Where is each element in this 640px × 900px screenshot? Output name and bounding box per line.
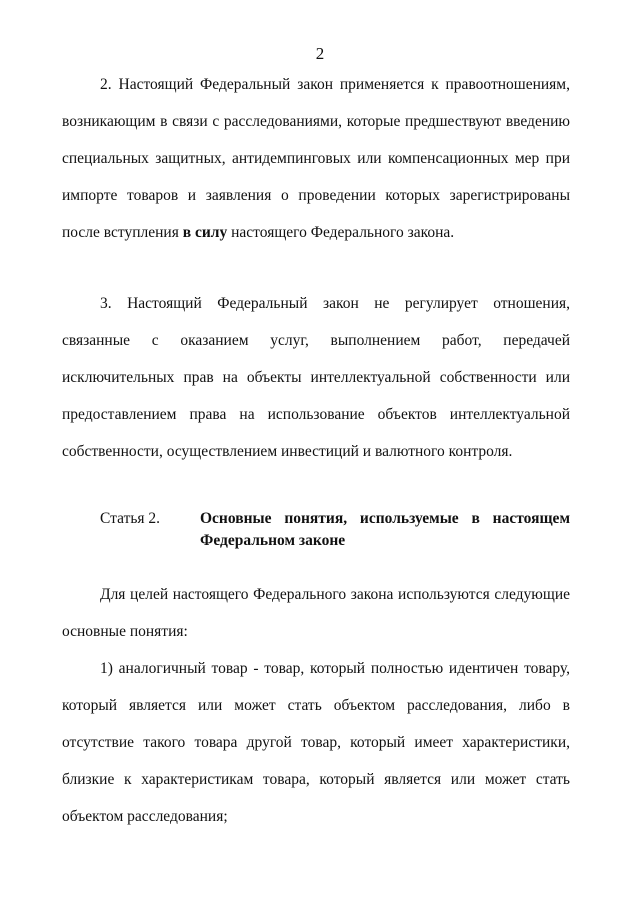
paragraph-2-end: настоящего Федерального закона. — [227, 224, 455, 241]
article-label: Статья 2. — [100, 510, 161, 527]
paragraph-2-text: 2. Настоящий Федеральный закон применяется к правоотношениям, возникающим в связи с расследованиями, которые предшествуют введению специальных защитных, антидемпинговых или компенсационных мер при импорте товаров и заявления о проведении которых зарегистрированы после вступления — [62, 76, 570, 241]
article-title: Основные понятия, используемые в настоящем Федеральном законе — [200, 510, 570, 549]
paragraph-2 — [62, 66, 570, 251]
article-heading — [100, 508, 570, 552]
page-number: 2 — [315, 44, 325, 63]
paragraph-definition-1: 1) аналогичный товар - товар, который полностью идентичен товару, который является или может стать объектом расследования, либо в отсутствие такого товара другой товар, который имеет характеристики, близкие к характеристикам товара, который является или может стать объектом расследования; — [62, 660, 570, 825]
paragraph-2-bold: в силу — [182, 224, 228, 241]
paragraph-intro: Для целей настоящего Федерального закона используются следующие основные понятия: — [62, 586, 570, 640]
paragraph-3: 3. Настоящий Федеральный закон не регулирует отношения, связанные с оказанием услуг, выполнением работ, передачей исключительных прав на объекты интеллектуальной собственности или предоставлением права на использование объектов интеллектуальной собственности, осуществлением инвестиций и валютного контроля. — [62, 295, 570, 460]
